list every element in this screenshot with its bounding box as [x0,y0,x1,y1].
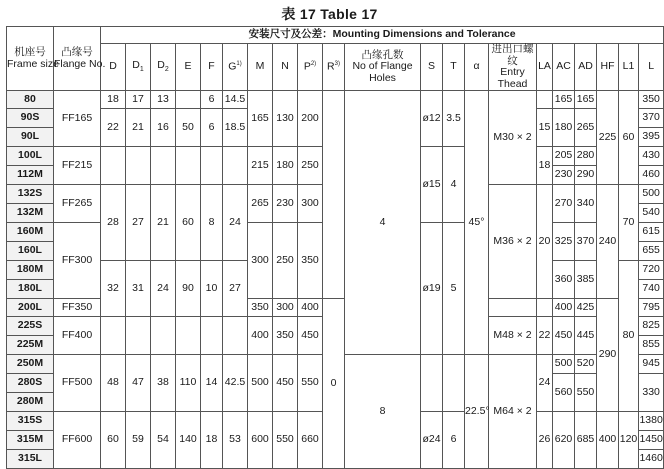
cell-d1: 27 [126,185,151,261]
frame-size-cell: 112M [7,166,54,185]
cell-ac: 270 [553,185,575,223]
cell-l: 395 [639,128,664,147]
frame-size-cell: 160L [7,242,54,261]
cell-s: ø24 [421,412,443,469]
cell-d1 [126,317,151,355]
cell-ac: 620 [553,412,575,469]
cell-ad: 445 [575,317,597,355]
col-m: M [248,44,273,91]
cell-d1: 21 [126,109,151,147]
cell-g: 27 [223,261,248,317]
cell-ad: 165 [575,91,597,109]
cell-d: 28 [101,185,126,261]
cell-d2: 21 [151,185,176,261]
cell-hf: 225 [597,91,619,185]
flange-cell: FF165 [54,91,101,147]
frame-size-header: 机座号 Frame size [7,27,54,91]
col-ad: AD [575,44,597,91]
cell-d1 [126,147,151,185]
cell-e: 90 [176,261,201,317]
cell-l: 1450 [639,431,664,450]
cell-l: 855 [639,336,664,355]
cell-l: 825 [639,317,664,336]
cell-entry-thread: M64 × 2 [489,355,537,469]
cell-d2: 54 [151,412,176,469]
flange-cell: FF300 [54,223,101,299]
col-la: LA [537,44,553,91]
cell-ac: 500 [553,355,575,374]
cell-d2: 16 [151,109,176,147]
cell-r [323,91,345,299]
cell-n: 550 [273,412,298,469]
cell-ac: 165 [553,91,575,109]
frame-size-cell: 180M [7,261,54,280]
flange-cell: FF265 [54,185,101,223]
cell-d1: 17 [126,91,151,109]
cell-n: 450 [273,355,298,412]
cell-l: 615 [639,223,664,242]
cell-l: 945 [639,355,664,374]
cell-d: 60 [101,412,126,469]
cell-la: 20 [537,185,553,299]
frame-size-cell: 132M [7,204,54,223]
cell-l: 740 [639,280,664,299]
cell-g [223,317,248,355]
cell-flange-holes: 4 [345,91,421,355]
cell-ac: 325 [553,223,575,261]
cell-m: 165 [248,91,273,147]
col-r: $R^{3)}$ [323,44,345,91]
cell-d [101,147,126,185]
cell-p: 250 [298,147,323,185]
col-flange-holes: 凸缘孔数 No of Flange Holes [345,44,421,91]
cell-d2: 38 [151,355,176,412]
cell-m: 400 [248,317,273,355]
cell-m: 300 [248,223,273,299]
cell-d [101,317,126,355]
cell-ad: 290 [575,166,597,185]
cell-f: 8 [201,185,223,261]
cell-entry-thread [489,299,537,317]
frame-size-cell: 180L [7,280,54,299]
col-l: L [639,44,664,91]
frame-size-cell: 225S [7,317,54,336]
cell-f [201,317,223,355]
cell-l: 350 [639,91,664,109]
cell-f: 6 [201,91,223,109]
cell-m: 265 [248,185,273,223]
cell-s [421,355,443,412]
cell-n: 350 [273,317,298,355]
cell-la [537,299,553,317]
col-e: E [176,44,201,91]
flange-no-header: 凸缘号 Flange No. [54,27,101,91]
cell-s: ø15 [421,147,443,223]
cell-n: 130 [273,91,298,147]
cell-l1: 60 [619,91,639,185]
cell-alpha: 45° [465,91,489,355]
frame-size-cell: 225M [7,336,54,355]
cell-t: 4 [443,147,465,223]
cell-ad: 425 [575,299,597,317]
frame-size-cell: 80 [7,91,54,109]
cell-l1: 80 [619,261,639,412]
col-g: $G^{1)}$ [223,44,248,91]
cell-p: 450 [298,317,323,355]
cell-la [537,91,553,109]
cell-e: 50 [176,109,201,147]
flange-cell: FF600 [54,412,101,469]
frame-size-cell: 132S [7,185,54,204]
col-alpha: α [465,44,489,91]
cell-entry-thread: M36 × 2 [489,185,537,299]
cell-l: 540 [639,204,664,223]
cell-p: 350 [298,223,323,299]
cell-d1: 59 [126,412,151,469]
flange-cell: FF400 [54,317,101,355]
cell-ac: 180 [553,109,575,147]
cell-l: 795 [639,299,664,317]
cell-entry-thread: M48 × 2 [489,317,537,355]
cell-s: ø12 [421,91,443,147]
cell-n: 250 [273,223,298,299]
frame-size-cell: 315M [7,431,54,450]
cell-g: 53 [223,412,248,469]
cell-flange-holes: 8 [345,355,421,469]
cell-hf: 290 [597,299,619,412]
cell-f: 18 [201,412,223,469]
cell-ad: 520 [575,355,597,374]
cell-l1: 120 [619,412,639,469]
cell-l: 1460 [639,450,664,469]
cell-t: 6 [443,412,465,469]
frame-size-cell: 100L [7,147,54,166]
cell-g: 14.5 [223,91,248,109]
cell-m: 215 [248,147,273,185]
cell-g: 24 [223,185,248,261]
cell-f: 10 [201,261,223,317]
table-title: 表 17 Table 17 [281,6,378,22]
flange-cell: FF500 [54,355,101,412]
cell-e: 110 [176,355,201,412]
cell-la: 24 [537,355,553,412]
cell-p: 300 [298,185,323,223]
col-d1: $D_1$ [126,44,151,91]
cell-alpha: 22.5° [465,355,489,469]
cell-ad: 370 [575,223,597,261]
cell-l: 1380 [639,412,664,431]
cell-g: 42.5 [223,355,248,412]
cell-p: 550 [298,355,323,412]
cell-l: 430 [639,147,664,166]
cell-d1: 31 [126,261,151,317]
col-hf: HF [597,44,619,91]
cell-e [176,91,201,109]
cell-f: 14 [201,355,223,412]
cell-ad: 265 [575,109,597,147]
cell-d2: 24 [151,261,176,317]
cell-la: 18 [537,147,553,185]
cell-l: 500 [639,185,664,204]
cell-ac: 360 [553,261,575,299]
cell-e [176,317,201,355]
cell-e: 60 [176,185,201,261]
cell-ad: 280 [575,147,597,166]
cell-hf: 240 [597,185,619,299]
cell-p: 400 [298,299,323,317]
cell-d: 48 [101,355,126,412]
cell-g [223,147,248,185]
cell-ac: 560 [553,374,575,412]
cell-hf: 330 [639,374,664,412]
frame-size-cell: 90L [7,128,54,147]
cell-t: 3.5 [443,91,465,147]
cell-d: 32 [101,261,126,317]
mounting-dimensions-table [6,26,664,469]
cell-n: 230 [273,185,298,223]
cell-d2 [151,317,176,355]
frame-size-cell: 280S [7,374,54,393]
cell-t: 5 [443,223,465,355]
cell-la: 15 [537,109,553,147]
cell-p: 200 [298,91,323,147]
frame-size-cell: 315S [7,412,54,431]
col-s: S [421,44,443,91]
cell-t [443,355,465,412]
cell-l: 460 [639,166,664,185]
cell-entry-thread: M30 × 2 [489,91,537,185]
cell-s: ø19 [421,223,443,355]
frame-size-cell: 160M [7,223,54,242]
cell-m: 600 [248,412,273,469]
cell-la: 26 [537,412,553,469]
cell-d2 [151,147,176,185]
cell-ac: 230 [553,166,575,185]
col-t: T [443,44,465,91]
col-l1: L1 [619,44,639,91]
col-p: $P^{2)}$ [298,44,323,91]
cell-f: 6 [201,109,223,147]
cell-m: 350 [248,299,273,317]
cell-g: 18.5 [223,109,248,147]
frame-size-cell: 200L [7,299,54,317]
col-d2: $D_2$ [151,44,176,91]
cell-ad: 685 [575,412,597,469]
flange-cell: FF350 [54,299,101,317]
cell-la: 22 [537,317,553,355]
frame-size-cell: 280M [7,393,54,412]
cell-ac: 450 [553,317,575,355]
col-ac: AC [553,44,575,91]
cell-f [201,147,223,185]
cell-l: 655 [639,242,664,261]
frame-size-cell: 90S [7,109,54,128]
frame-size-cell: 315L [7,450,54,469]
cell-m: 500 [248,355,273,412]
cell-n: 300 [273,299,298,317]
cell-d2: 13 [151,91,176,109]
cell-hf: 400 [597,412,619,469]
cell-ac: 205 [553,147,575,166]
table-row [7,91,664,109]
col-n: N [273,44,298,91]
cell-d1: 47 [126,355,151,412]
mounting-dimensions-header: 安装尺寸及公差：Mounting Dimensions and Tolerance [101,27,664,44]
col-d: D [101,44,126,91]
cell-l1: 70 [619,185,639,261]
col-f: F [201,44,223,91]
cell-e [176,147,201,185]
cell-d: 22 [101,109,126,147]
cell-e: 140 [176,412,201,469]
frame-size-cell: 250M [7,355,54,374]
cell-l: 720 [639,261,664,280]
cell-l: 370 [639,109,664,128]
flange-cell: FF215 [54,147,101,185]
cell-ac: 400 [553,299,575,317]
cell-p: 660 [298,412,323,469]
cell-ad: 550 [575,374,597,412]
cell-ad: 385 [575,261,597,299]
cell-n: 180 [273,147,298,185]
cell-r: 0 [323,299,345,469]
cell-ad: 340 [575,185,597,223]
col-entry-thread: 进出口螺纹 Entry Thead [489,44,537,91]
cell-d: 18 [101,91,126,109]
